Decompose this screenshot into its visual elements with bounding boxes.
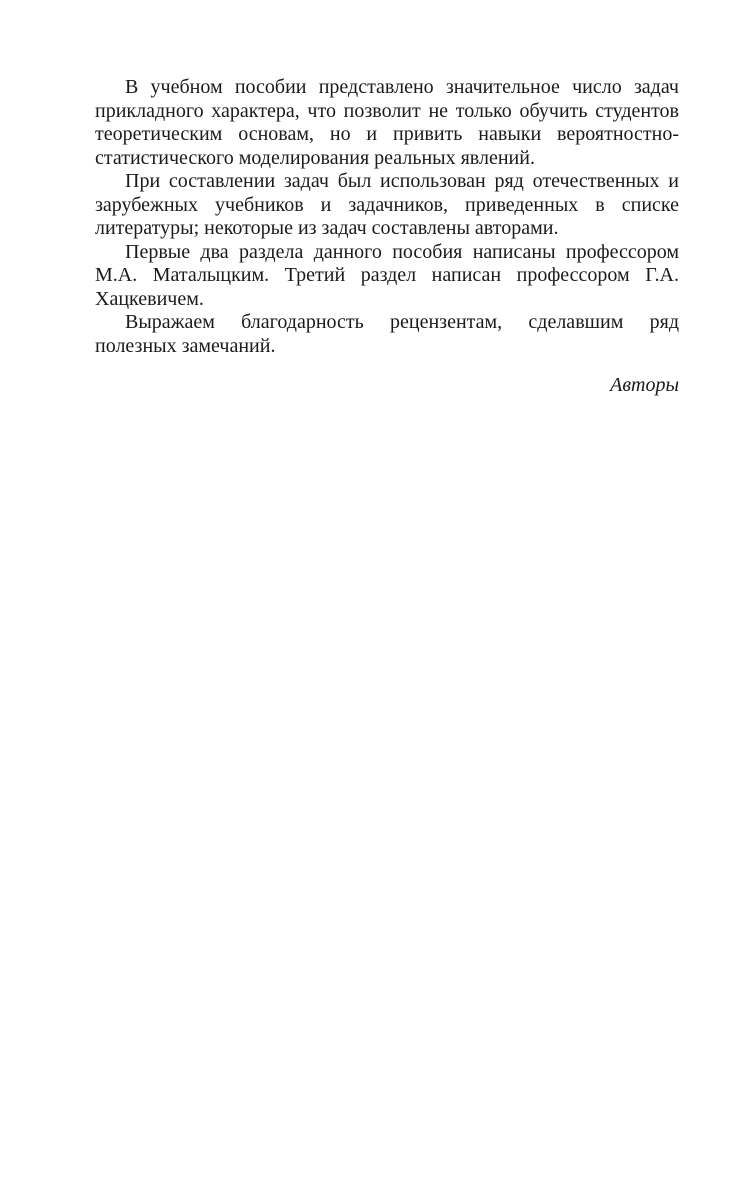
paragraph-sources: При составлении задач был использован ряд отечественных и зарубежных учебников и задачников, приведенных в списке литературы; некоторые из задач составлены авторами. [95,170,679,239]
signature: Авторы [610,374,679,396]
document-page [95,76,679,398]
paragraph-acknowledgement: Выражаем благодарность рецензентам, сделавшим ряд полезных замечаний. [95,311,679,357]
paragraph-authorship: Первые два раздела данного пособия написаны профессором М.А. Маталыцким. Третий раздел написан профессором Г.А. Хацкевичем. [95,240,679,310]
paragraph-intro: В учебном пособии представлено значительное число задач прикладного характера, что позволит не только обучить студентов теоретическим основам, но и привить навыки вероятностно-статистического моделирования реальных явлений. [95,76,679,169]
